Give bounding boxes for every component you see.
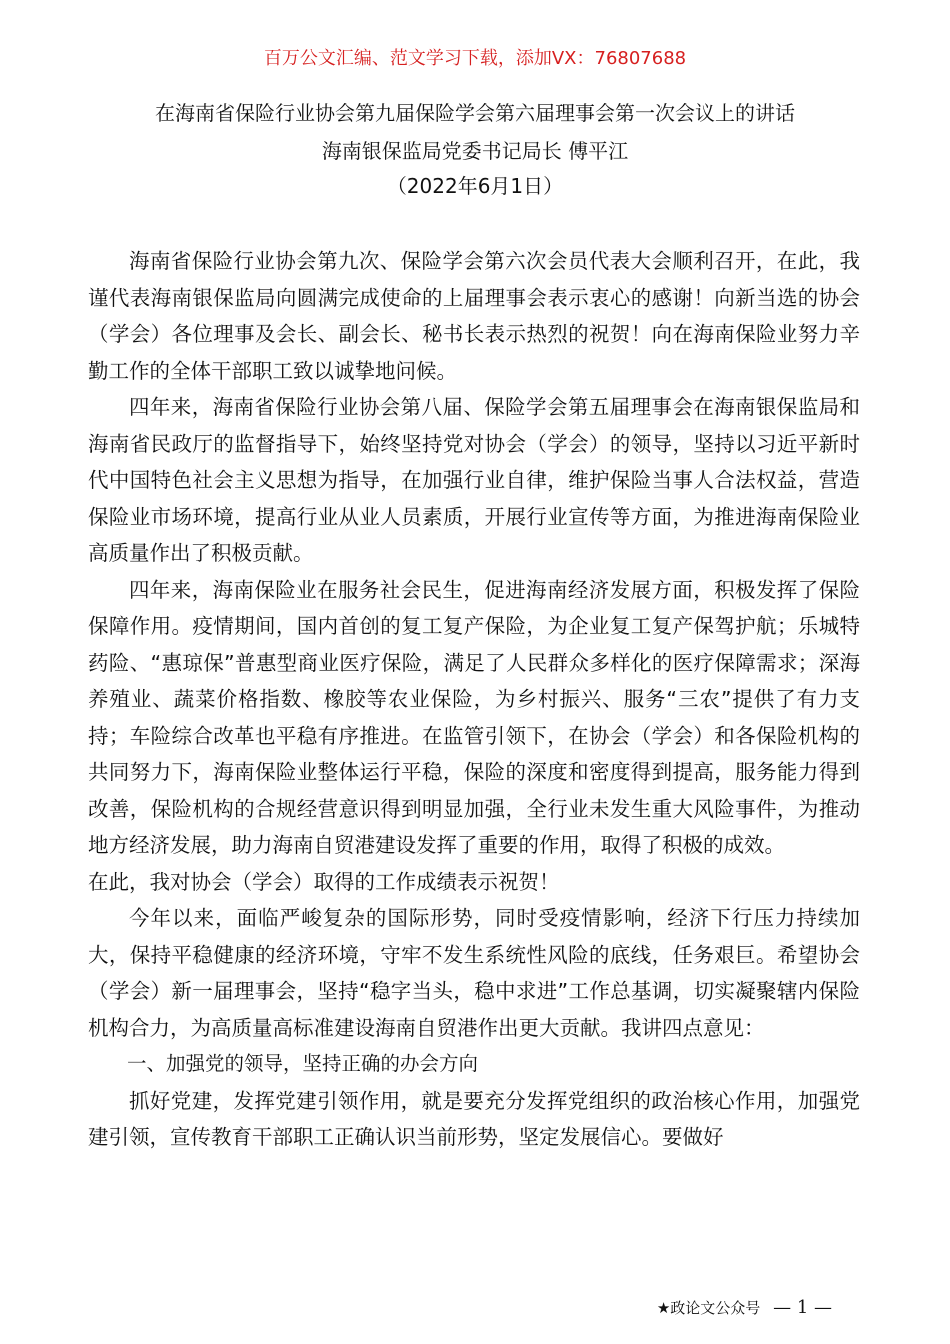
document-title: 在海南省保险行业协会第九届保险学会第六届理事会第一次会议上的讲话 (155, 101, 795, 125)
speaker-line: 海南银保监局党委书记局长 傅平江 (321, 139, 629, 163)
page-footer (657, 1296, 832, 1320)
speech-date: （2022年6月1日） (386, 174, 564, 198)
watermark-banner: 百万公文汇编、范文学习下载，添加VX：76807688 (263, 48, 687, 69)
paragraph-party-building: 抓好党建，发挥党建引领作用，就是要充分发挥党组织的政治核心作用，加强党建引领，宣传教育干部职工正确认识当前形势，坚定发展信心。要做好 (88, 1088, 860, 1149)
paragraph-four-years-association: 四年来，海南省保险行业协会第八届、保险学会第五届理事会在海南银保监局和海南省民政厅的监督指导下，始终坚持党对协会（学会）的领导，坚持以习近平新时代中国特色社会主义思想为指导，在加强行业自律，维护保险当事人合法权益，营造保险业市场环境，提高行业从业人员素质，开展行业宣传等方面，为推进海南保险业高质量作出了积极贡献。 (88, 395, 860, 565)
paragraph-this-year: 今年以来，面临严峻复杂的国际形势，同时受疫情影响，经济下行压力持续加大，保持平稳健康的经济环境，守牢不发生系统性风险的底线，任务艰巨。希望协会（学会）新一届理事会，坚持“稳字当头，稳中求进”工作总基调，切实凝聚辖内保险机构合力，为高质量高标准建设海南自贸港作出更大贡献。我讲四点意见： (88, 906, 860, 1040)
page-number: — 1 — (773, 1297, 832, 1318)
paragraph-opening: 海南省保险行业协会第九次、保险学会第六次会员代表大会顺利召开，在此，我谨代表海南银保监局向圆满完成使命的上届理事会表示衷心的感谢！向新当选的协会（学会）各位理事及会长、副会长、秘书长表示热烈的祝贺！向在海南保险业努力辛勤工作的全体干部职工致以诚挚地问候。 (88, 249, 860, 383)
paragraph-four-years-industry: 四年来，海南保险业在服务社会民生，促进海南经济发展方面，积极发挥了保险保障作用。疫情期间，国内首创的复工复产保险，为企业复工复产保驾护航；乐城特药险、“惠琼保”普惠型商业医疗保险，满足了人民群众多样化的医疗保障需求；深海养殖业、蔬菜价格指数、橡胶等农业保险，为乡村振兴、服务“三农”提供了有力支持；车险综合改革也平稳有序推进。在监管引领下，在协会（学会）和各保险机构的共同努力下，海南保险业整体运行平稳，保险的深度和密度得到提高，服务能力得到改善，保险机构的合规经营意识得到明显加强，全行业未发生重大风险事件，为推动地方经济发展，助力海南自贸港建设发挥了重要的作用，取得了积极的成效。 (88, 577, 860, 857)
document-body (88, 243, 860, 1156)
section-heading-1: 一、加强党的领导，坚持正确的办会方向 (127, 1052, 479, 1075)
footer-source: ★政论文公众号 (656, 1299, 761, 1317)
paragraph-congratulations: 在此，我对协会（学会）取得的工作成绩表示祝贺！ (88, 869, 560, 894)
